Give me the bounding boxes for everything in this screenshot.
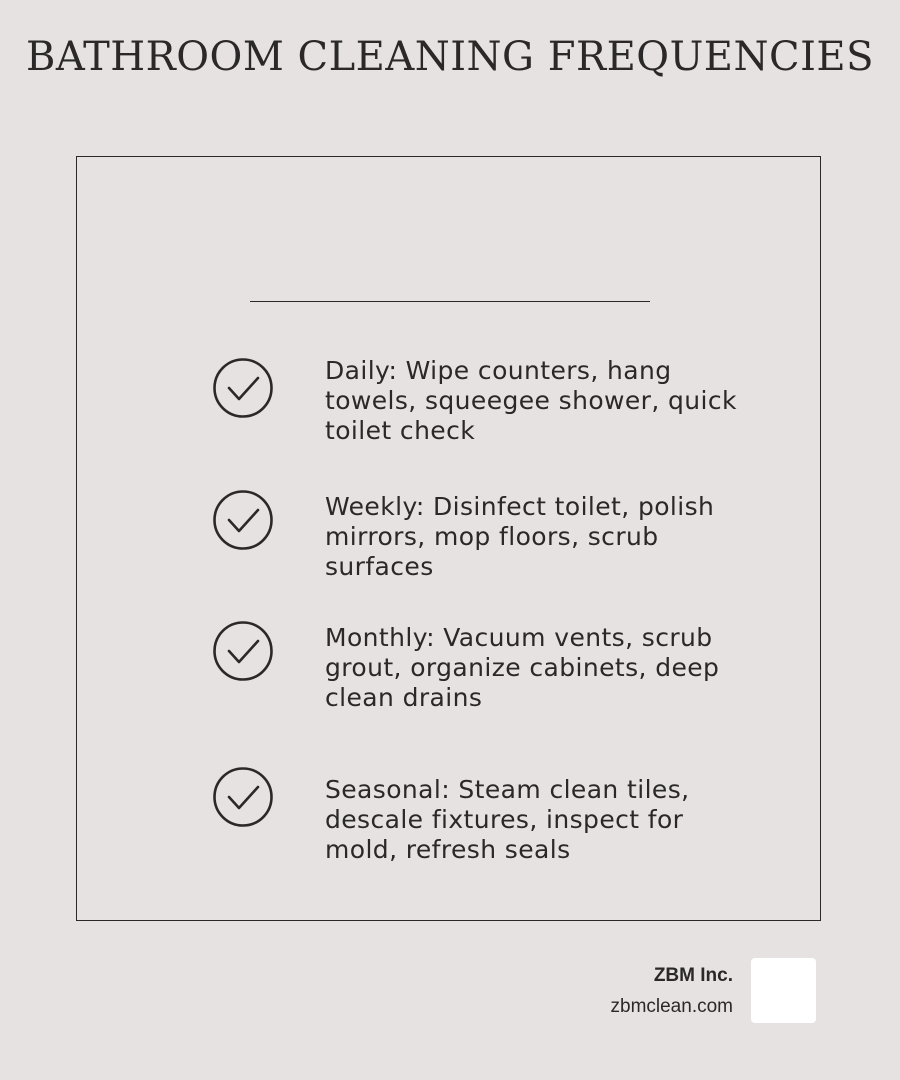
list-item-text: Daily: Wipe counters, hang towels, squeegee shower, quick toilet check: [325, 356, 737, 445]
logo-placeholder: [751, 958, 816, 1023]
company-name: ZBM Inc.: [653, 965, 733, 986]
check-circle-icon: [212, 766, 274, 828]
page-title: BATHROOM CLEANING FREQUENCIES: [25, 34, 875, 80]
check-circle-icon: [212, 620, 274, 682]
check-circle-icon: [212, 357, 274, 419]
check-circle-icon: [212, 489, 274, 551]
company-website[interactable]: zbmclean.com: [610, 996, 733, 1017]
checklist-card: [76, 156, 821, 921]
list-item-text: Seasonal: Steam clean tiles, descale fixtures, inspect for mold, refresh seals: [325, 775, 690, 864]
list-item-text: Weekly: Disinfect toilet, polish mirrors, mop floors, scrub surfaces: [325, 492, 715, 581]
divider: [250, 301, 650, 302]
list-item-text: Monthly: Vacuum vents, scrub grout, organize cabinets, deep clean drains: [325, 623, 720, 712]
